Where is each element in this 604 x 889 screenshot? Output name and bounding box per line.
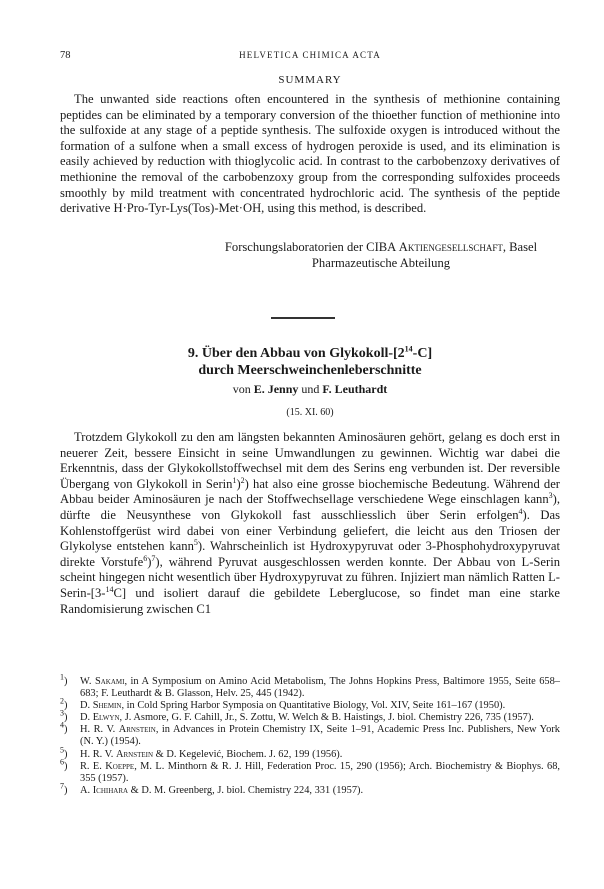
author-name: E. Jenny <box>253 382 299 396</box>
body-paragraph: Trotzdem Glykokoll zu den am längsten bekannten Aminosäuren gehört, gelang es doch erst in neuerer Zeit, bessere Einsicht in seine Umwandlungen zu gewinnen. Wichtig war dabei die Erkenntnis, dass der Glykokollstoffwechsel mit dem des Serins eng verbunden ist. Der reversible Übergang von Glykokoll in Serin$^1$)$^2$) hat also eine grosse biochemische Bedeutung. Während der Abbau beider Aminosäuren je nach der Stoffwechsellage verschiedene Wege einschlagen kann$^3$), dürfte die Neusynthese von Glykokoll fast ausschliesslich über Serin erfolgen$^4$). Das Kohlenstoffgerüst wird dabei von einer Verbindung geliefert, die leicht aus den Triosen der Glykolyse entstehen kann$^5$). Wahrscheinlich ist Hydroxypyruvat oder 3-Phosphohydroxypyruvat direkte Vorstufe$^6$)$^7$), während Pyruvat ausgeschlossen werden konnte. Der Abbau von L-Serin scheint hingegen nicht wesentlich über Hydroxypyruvat zu führen. Injiziert man nämlich Ratten L-Serin-[3-$^{14}$C] und isoliert darauf die gebildete Leberglucose, so findet man eine starke Randomisierung zwischen C1 <box>60 430 561 616</box>
section-divider <box>271 317 335 319</box>
footnote-ref: 7 <box>151 553 156 563</box>
author-name: F. Leuthardt <box>322 382 388 396</box>
page-number: 78 <box>60 50 71 61</box>
footnote-item: $^2$) D. Shemin, in Cold Spring Harbor Symposia on Quantitative Biology, Vol. XIV, Seite 161–167 (1950). <box>60 696 506 712</box>
isotope-superscript: 14 <box>105 584 114 594</box>
running-header <box>60 50 560 64</box>
footnote-item: $^7$) A. Ichihara & D. M. Greenberg, J. biol. Chemistry 224, 331 (1957). <box>60 781 364 796</box>
footnote-item: $^1$) W. Sakami, in A Symposium on Amino Acid Metabolism, The Johns Hopkins Press, Baltimore 1955, Seite 658–683; F. Leuthardt & B. Glasson, Helv. 25, 445 (1942). <box>60 672 560 700</box>
institution-affiliation <box>216 240 546 271</box>
article-title-line-2: durch Meerschweinchenleberschnitte <box>198 363 422 378</box>
company-name: Aktiengesellschaft <box>398 240 503 254</box>
footnote-ref: 1 <box>232 475 237 485</box>
footnote-item: $^3$) D. Elwyn, J. Asmore, G. F. Cahill, Jr., S. Zottu, W. Welch & B. Haistings, J. biol. Chemistry 226, 735 (1957). <box>60 708 534 724</box>
article-title <box>60 345 560 379</box>
footnotes <box>60 672 560 797</box>
received-date: (15. XI. 60) <box>286 407 334 418</box>
institution-line-2: Pharmazeutische Abteilung <box>311 255 451 270</box>
footnote-item: $^5$) H. R. V. Arnstein & D. Kegelević, Biochem. J. 62, 199 (1956). <box>60 745 343 760</box>
article-title-line-1: 9. Über den Abbau von Glykokoll-$[2^{14}-C]$ <box>187 344 433 361</box>
article-authors: von E. Jenny und F. Leuthardt <box>232 382 388 396</box>
footnote-ref: 5 <box>193 537 198 547</box>
summary-heading: SUMMARY <box>278 74 342 86</box>
footnote-ref: 3 <box>548 491 553 501</box>
isotope-superscript: 14 <box>404 344 413 354</box>
journal-title: HELVETICA CHIMICA ACTA <box>239 50 381 60</box>
footnote-item: $^4$) H. R. V. Arnstein, in Advances in Protein Chemistry IX, Seite 1–91, Academic Press Inc. Publishers, New York (N. Y.) (1954). <box>60 720 560 748</box>
institution-line-1: Forschungslaboratorien der CIBA Aktiengesellschaft, Basel <box>224 240 538 254</box>
footnote-ref: 6 <box>143 553 148 563</box>
footnote-ref: 2 <box>240 475 245 485</box>
summary-paragraph: The unwanted side reactions often encountered in the synthesis of methionine containing peptides can be eliminated by a temporary conversion of the thioether function of methionine into the sulfoxide at any stage of a peptide synthesis. The sulfoxide oxygen is introduced without the formation of a sulfone when a small excess of hydrogen peroxide is used, and its elimination is easily achieved by reduction with thioglycolic acid. In contrast to the carbobenzoxy derivatives of methionine the removal of the carbobenzoxy group from the corresponding sulfoxides proceeds smoothly by mild treatment with concentrated hydrochloric acid. The synthesis of the peptide derivative H·Pro-Tyr-Lys(Tos)-Met·OH, using this method, is described. <box>60 92 560 216</box>
footnote-ref: 4 <box>518 506 523 516</box>
footnote-item: $^6$) R. E. Koeppe, M. L. Minthorn & R. J. Hill, Federation Proc. 15, 290 (1956); Arch. Biochemistry & Biophys. 68, 355 (1957). <box>60 757 560 784</box>
